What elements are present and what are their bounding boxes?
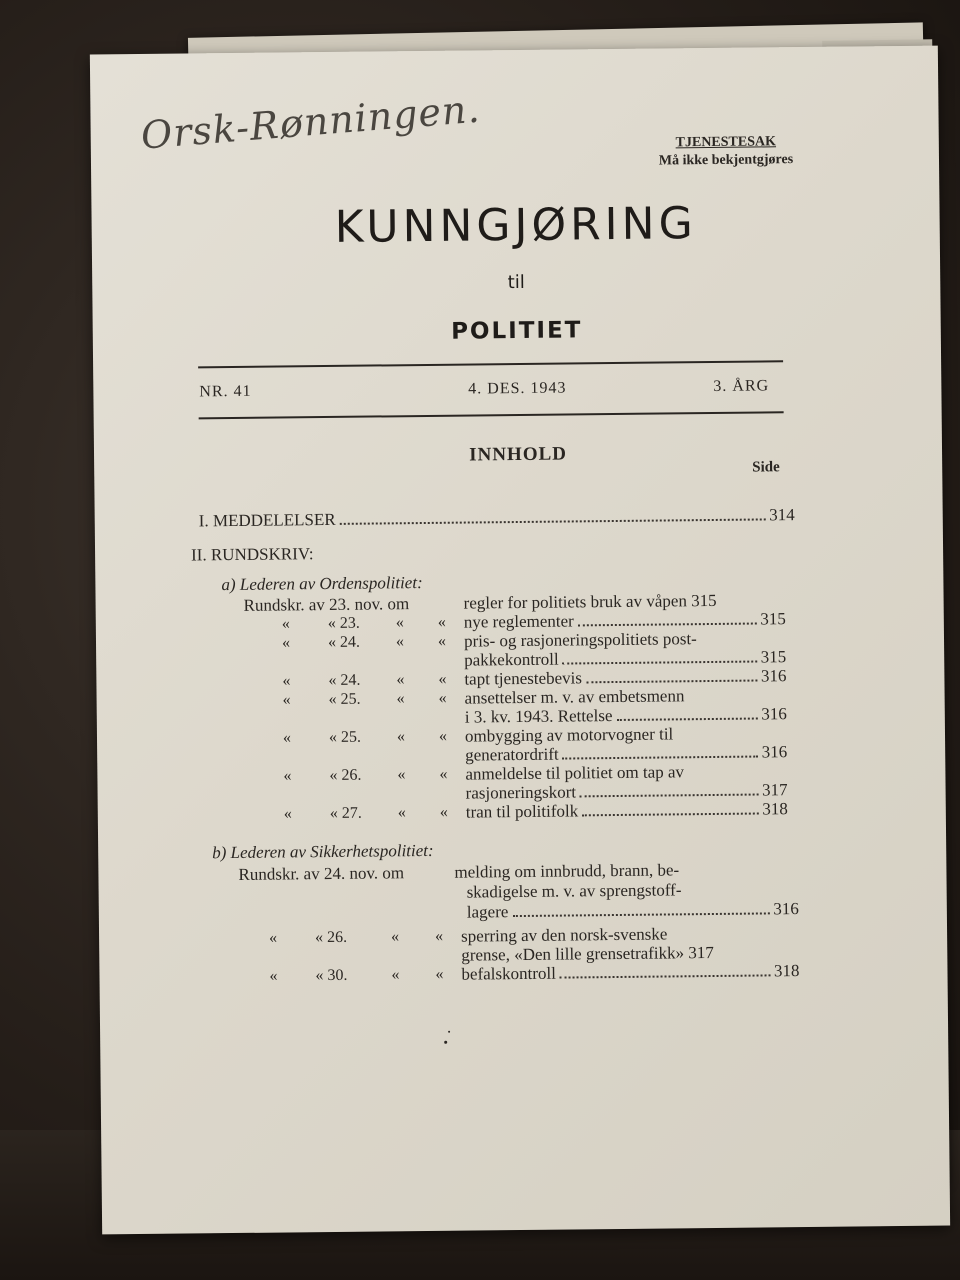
page-column-label: Side — [752, 459, 780, 476]
toc-text: anmeldelse til politiet om tap av — [465, 762, 685, 784]
title-til: til — [507, 271, 525, 294]
toc-page: 316 — [773, 899, 799, 919]
toc-subsection-b: b) Lederen av Sikkerhetspolitiet: — [212, 840, 434, 863]
leader-dots — [586, 666, 757, 684]
toc-text: skadigelse m. v. av sprengstoff- — [466, 880, 682, 902]
toc-text: nye reglementer — [463, 611, 574, 632]
header-rule-top — [198, 360, 783, 368]
toc-text: tran til politifolk — [465, 801, 579, 822]
ditto-mark: « — [391, 928, 400, 946]
ditto-mark: « — [439, 765, 448, 783]
toc-page: 316 — [761, 704, 787, 724]
ditto-mark: « — [282, 691, 291, 709]
leader-dots — [578, 609, 757, 627]
ditto-mark: « — [281, 615, 290, 633]
toc-text: grense, «Den lille grensetrafikk» 317 — [461, 942, 714, 965]
toc-section-rundskriv: II. RUNDSKRIV: — [190, 544, 314, 565]
toc-date: « 26. — [315, 928, 348, 947]
ditto-mark: « — [437, 613, 446, 631]
toc-b-first-prefix: Rundskr. av 24. nov. om — [238, 863, 405, 884]
toc-text: melding om innbrudd, brann, be- — [454, 860, 680, 882]
leader-dots — [512, 898, 769, 917]
ditto-mark: « — [397, 766, 406, 784]
toc-subsection-a: a) Lederen av Ordenspolitiet: — [221, 573, 423, 595]
document-page — [90, 46, 950, 1235]
ditto-mark: « — [269, 967, 278, 985]
ditto-mark: « — [435, 965, 444, 983]
toc-label: I. MEDDELELSER — [198, 509, 336, 531]
leader-dots — [616, 704, 757, 721]
toc-page: 316 — [761, 742, 788, 762]
toc-date: « 25. — [328, 728, 362, 747]
toc-text: tapt tjenestebevis — [464, 668, 583, 689]
document-title: KUNNGJØRING — [334, 198, 697, 253]
toc-entry-meddelelser — [199, 505, 795, 531]
ditto-mark: « — [395, 633, 405, 651]
ditto-mark: « — [438, 727, 448, 745]
toc-date: « 24. — [327, 633, 361, 652]
paper-speck — [444, 1041, 447, 1044]
toc-date: « 25. — [328, 690, 361, 709]
leader-dots — [340, 504, 766, 524]
toc-text: befalskontroll — [461, 963, 557, 984]
toc-date: « 27. — [329, 804, 362, 823]
toc-page: 317 — [761, 780, 788, 800]
ditto-mark: « — [396, 690, 405, 708]
handwritten-name: Orsk-Rønningen. — [139, 86, 482, 158]
leader-dots — [560, 960, 770, 978]
ditto-mark: « — [438, 670, 447, 688]
leader-dots — [563, 647, 757, 665]
toc-page: 318 — [773, 961, 800, 981]
toc-page: 314 — [769, 505, 795, 525]
ditto-mark: « — [282, 729, 292, 747]
ditto-mark: « — [391, 966, 400, 984]
toc-text: generatordrift — [465, 744, 559, 765]
leader-dots — [580, 780, 758, 798]
toc-date: « 26. — [329, 766, 362, 785]
leader-dots — [582, 799, 758, 817]
toc-page: 315 — [760, 609, 786, 629]
toc-text: ansettelser m. v. av embetsmenn — [464, 686, 685, 708]
ditto-mark: « — [282, 672, 291, 690]
leader-dots — [563, 742, 758, 760]
ditto-mark: « — [396, 671, 405, 689]
toc-entry — [466, 799, 788, 822]
ditto-mark: « — [395, 614, 404, 632]
ditto-mark: « — [269, 929, 278, 947]
toc-date: « 24. — [328, 671, 361, 690]
toc-text: lagere — [466, 902, 509, 922]
toc-text: sperring av den norsk-svenske — [460, 924, 668, 946]
toc-page: 318 — [762, 799, 788, 819]
toc-page: 315 — [760, 647, 787, 667]
toc-date: « 23. — [327, 614, 360, 633]
ditto-mark: « — [435, 927, 444, 945]
ditto-mark: « — [281, 634, 291, 652]
ditto-mark: « — [396, 728, 406, 746]
toc-text: i 3. kv. 1943. Rettelse — [464, 706, 613, 727]
paper-speck — [448, 1031, 450, 1033]
stamp-line-2: Må ikke bekjentgjøres — [658, 152, 794, 169]
ditto-mark: « — [283, 805, 292, 823]
toc-text: ombygging av motorvogner til — [464, 724, 674, 746]
toc-a-first-prefix: Rundskr. av 23. nov. om — [243, 594, 410, 615]
ditto-mark: « — [439, 803, 448, 821]
stamp-line-1: TJENESTESAK — [675, 134, 777, 151]
header-rule-bottom — [199, 411, 784, 419]
ditto-mark: « — [437, 632, 447, 650]
issue-year: 3. ÅRG — [713, 377, 770, 395]
ditto-mark: « — [397, 804, 406, 822]
document-subtitle: POLITIET — [450, 317, 583, 345]
toc-a-first-text: regler for politiets bruk av våpen 315 — [463, 590, 717, 613]
ditto-mark: « — [438, 689, 447, 707]
toc-text: rasjoneringskort — [465, 782, 577, 803]
ditto-mark: « — [283, 767, 292, 785]
toc-entry — [467, 899, 799, 922]
toc-text: pris- og rasjoneringspolitiets post- — [463, 629, 697, 651]
classification-stamp — [631, 133, 821, 171]
issue-number: NR. 41 — [199, 382, 252, 401]
toc-text: pakkekontroll — [464, 649, 559, 670]
toc-date: « 30. — [315, 966, 348, 985]
contents-heading: INNHOLD — [469, 443, 568, 466]
toc-page: 316 — [760, 666, 787, 686]
issue-date: 4. DES. 1943 — [468, 379, 567, 398]
toc-entry — [461, 961, 799, 985]
